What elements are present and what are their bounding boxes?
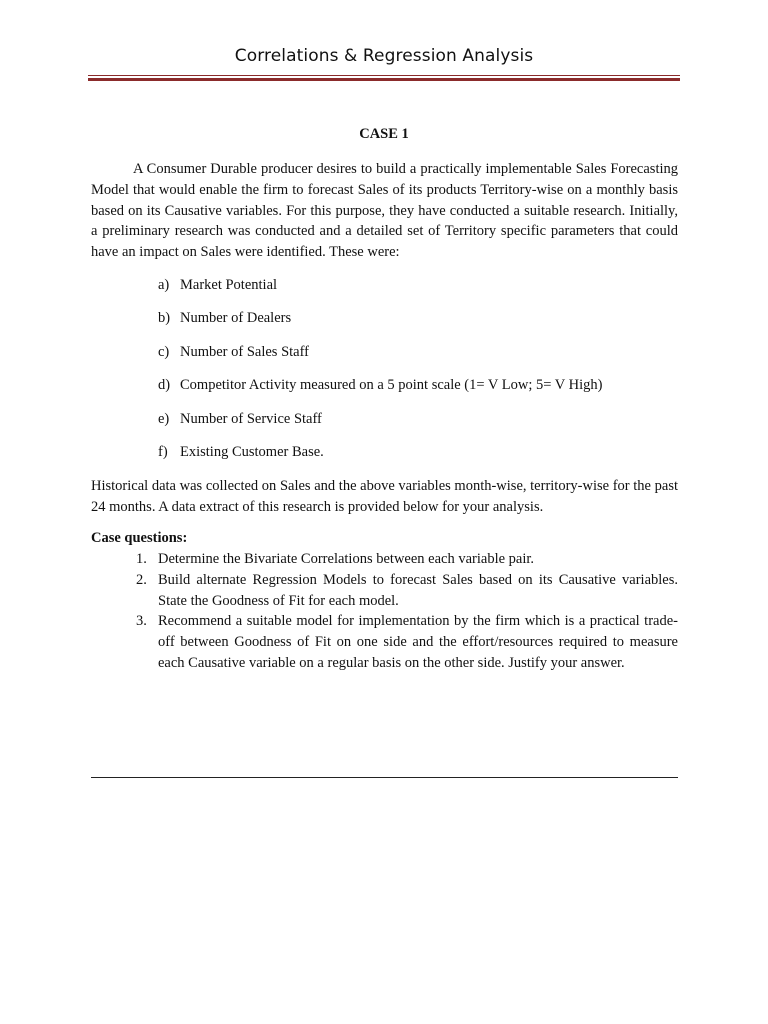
- historical-paragraph: Historical data was collected on Sales and the above variables month-wise, territory-wise for the past 24 months. A data extract of this research is provided below for your analysis.: [91, 478, 678, 515]
- case-questions-list: [91, 549, 678, 674]
- list-item: [158, 375, 602, 408]
- header-rule: [88, 75, 680, 76]
- parameter-list: [158, 275, 602, 475]
- intro-paragraph: A Consumer Durable producer desires to build a practically implementable Sales Forecasting Model that would enable the firm to forecast Sales of its products Territory-wise on a monthly basis based on its Causative variables. For this purpose, they have conducted a suitable research. Initially, a preliminary research was conducted and a detailed set of Territory specific parameters that could have an impact on Sales were identified. These were:: [91, 161, 678, 261]
- question-item: [91, 549, 678, 570]
- case-heading: CASE 1: [359, 126, 409, 142]
- question-text: Recommend a suitable model for implementation by the firm which is a practical trade-off between Goodness of Fit on one side and the effort/resources required to measure each Causative variable on a regular basis on the other side. Justify your answer.: [158, 613, 678, 671]
- question-text: Build alternate Regression Models to forecast Sales based on its Causative variables. State the Goodness of Fit for each model.: [158, 571, 678, 609]
- question-item: [91, 570, 678, 612]
- list-marker: d): [158, 377, 171, 394]
- list-marker: a): [158, 277, 170, 293]
- list-item-text: Competitor Activity measured on a 5 point scale (1= V Low; 5= V High): [180, 377, 603, 394]
- list-marker: c): [158, 343, 170, 360]
- list-item: [158, 342, 602, 375]
- list-item-text: Number of Sales Staff: [180, 343, 309, 360]
- question-item: [91, 611, 678, 673]
- question-number-text: 1.: [136, 551, 147, 567]
- question-number: [91, 611, 158, 673]
- list-marker: f): [158, 443, 168, 460]
- case-questions-heading: Case questions:: [91, 530, 188, 546]
- page-header-title: Correlations & Regression Analysis: [234, 46, 534, 66]
- footer-rule: [91, 777, 678, 778]
- list-item-text: Market Potential: [180, 277, 278, 293]
- list-marker: e): [158, 410, 170, 427]
- question-number: [91, 570, 158, 612]
- list-item: [158, 308, 602, 341]
- list-item: [158, 442, 602, 475]
- list-marker: b): [158, 310, 171, 327]
- question-text: Determine the Bivariate Correlations between each variable pair.: [158, 551, 535, 567]
- list-item-text: Number of Service Staff: [180, 410, 322, 427]
- header-rule-thick: [88, 78, 680, 81]
- list-item-text: Existing Customer Base.: [180, 443, 324, 460]
- list-item: [158, 409, 602, 442]
- question-number: [91, 549, 158, 570]
- question-number-text: 3.: [136, 613, 147, 630]
- question-number-text: 2.: [136, 571, 147, 588]
- list-item: [158, 275, 602, 308]
- list-item-text: Number of Dealers: [180, 310, 292, 327]
